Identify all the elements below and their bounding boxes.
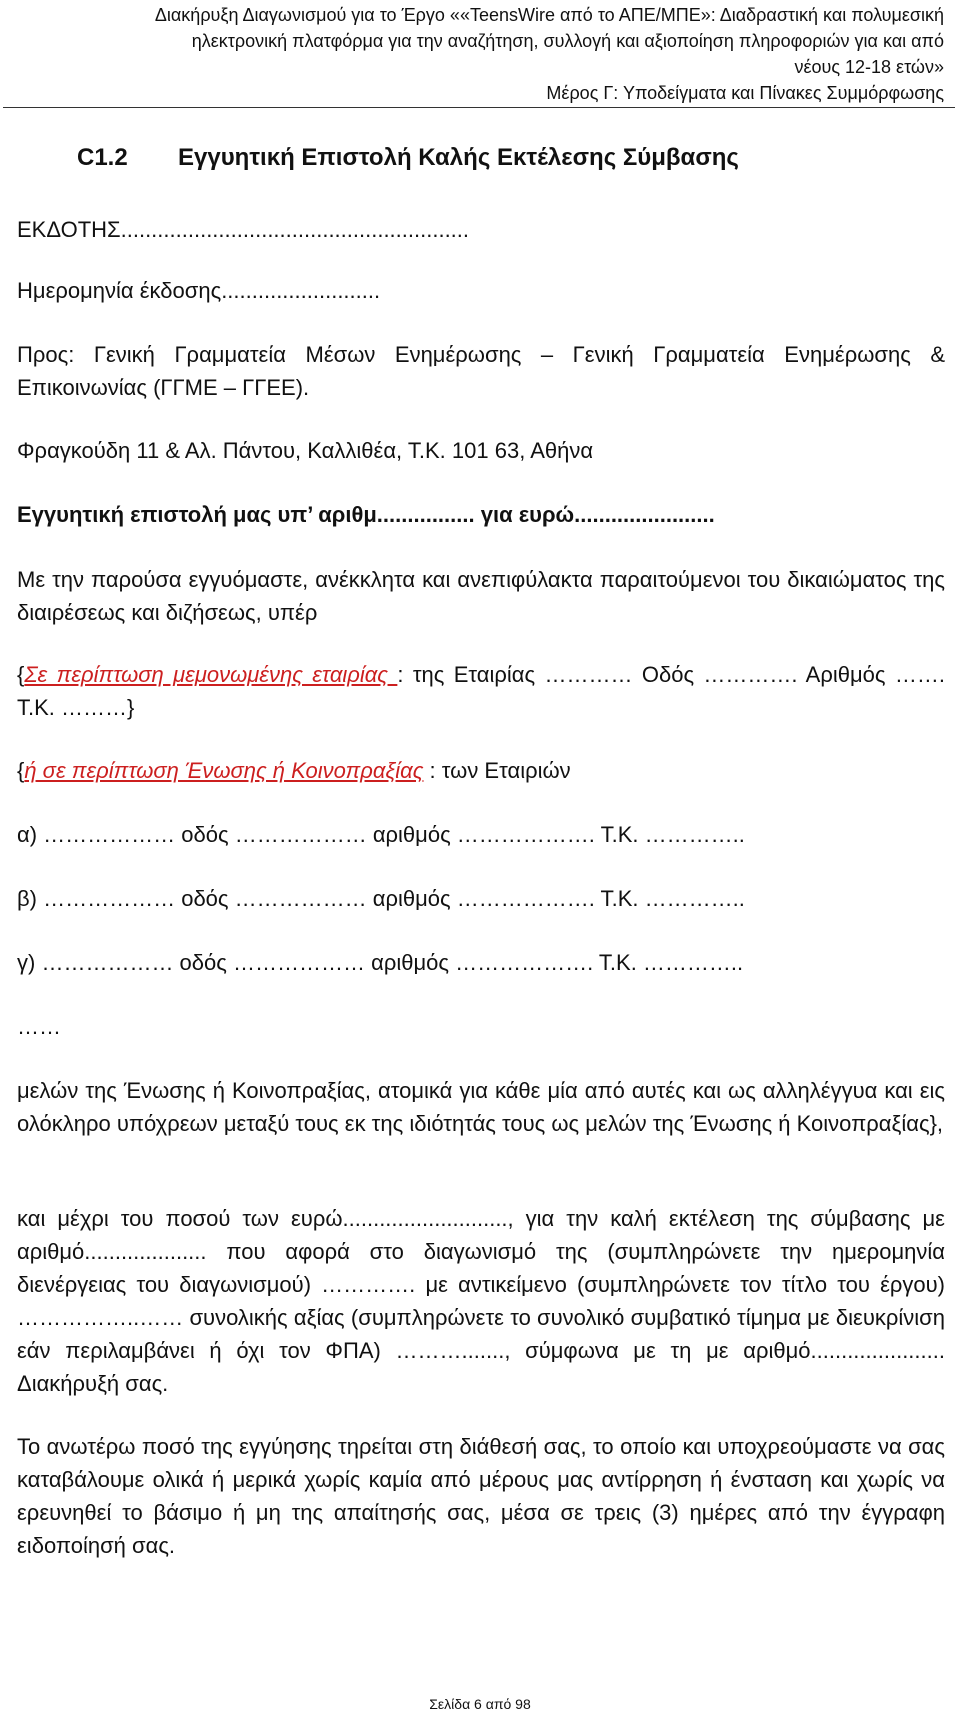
single-company-paragraph bbox=[17, 658, 945, 724]
brace-open: { bbox=[17, 662, 25, 687]
issue-date-line: Ημερομηνία έκδοσης.......................... bbox=[17, 278, 381, 303]
section-number: C1.2 bbox=[77, 144, 128, 171]
member-a-line: α) ……………… οδός ……………… αριθμός ………………. Τ.Κ. ………….. bbox=[17, 822, 745, 847]
header-line-2: ηλεκτρονική πλατφόρμα για την αναζήτηση, συλλογή και αξιοποίηση πληροφοριών για και από bbox=[191, 31, 944, 51]
consortium-paragraph bbox=[17, 754, 945, 787]
single-company-link[interactable]: Σε περίπτωση μεμονωμένης εταιρίας bbox=[24, 662, 398, 687]
members-clause-paragraph: μελών της Ένωσης ή Κοινοπραξίας, ατομικά για κάθε μία από αυτές και ως αλληλέγγυα και εις ολόκληρο υπόχρεων μεταξύ τους εκ της ιδιότητάς τους ως μελών της Ένωσης ή Κοινοπραξίας}, bbox=[17, 1078, 945, 1136]
section-heading bbox=[77, 143, 739, 173]
issuer-line: ΕΚΔΟΤΗΣ......................................................... bbox=[17, 217, 470, 242]
document-header bbox=[0, 0, 944, 106]
section-title: Εγγυητική Επιστολή Καλής Εκτέλεσης Σύμβασης bbox=[178, 144, 739, 171]
ellipsis-line: …… bbox=[17, 1014, 61, 1039]
consortium-text: : των Εταιριών bbox=[423, 758, 571, 783]
brace-open: { bbox=[17, 758, 25, 783]
header-divider bbox=[3, 107, 955, 108]
header-line-1: Διακήρυξη Διαγωνισμού για το Έργο ««TeensWire από το ΑΠΕ/ΜΠΕ»: Διαδραστική και πολυμεσική bbox=[154, 5, 944, 25]
header-line-4: Μέρος Γ: Υποδείγματα και Πίνακες Συμμόρφωσης bbox=[546, 83, 944, 103]
recipient-paragraph: Προς: Γενική Γραμματεία Μέσων Ενημέρωσης – Γενική Γραμματεία Ενημέρωσης & Επικοινωνίας (ΓΓΜΕ – ΓΓΕΕ). bbox=[17, 342, 945, 400]
intro-paragraph: Με την παρούσα εγγυόμαστε, ανέκκλητα και ανεπιφύλακτα παραιτούμενοι του δικαιώματος της διαιρέσεως και διζήσεως, υπέρ bbox=[17, 567, 945, 625]
amount-clause-paragraph: και μέχρι του ποσού των ευρώ..........................., για την καλή εκτέλεση της σύμβασης με αριθμό.................... που αφορά στο διαγωνισμό της (συμπληρώνετε την ημερομηνία διενέργειας του διαγωνισμού) …………. με αντικείμενο (συμπληρώνετε τον τίτλο του έργου) ……………..…… συνολικής αξίας (συμπληρώνετε το συνολικό συμβατικό τίμημα με διευκρίνιση εάν περιλαμβάνει ή όχι τον ΦΠΑ) ………......., σύμφωνα με τη με αριθμό...................... Διακήρυξή σας. bbox=[17, 1206, 945, 1396]
guarantee-reference: Εγγυητική επιστολή μας υπ’ αριθμ................ για ευρώ....................... bbox=[17, 502, 715, 527]
address-line: Φραγκούδη 11 & Αλ. Πάντου, Καλλιθέα, Τ.Κ. 101 63, Αθήνα bbox=[17, 438, 594, 463]
obligation-paragraph: Το ανωτέρω ποσό της εγγύησης τηρείται στη διάθεσή σας, το οποίο και υποχρεούμαστε να σας καταβάλουμε ολικά ή μερικά χωρίς καμία από μέρους μας αντίρρηση ή ένσταση και χωρίς να ερευνηθεί το βάσιμο ή μη της απαίτησής σας, μέσα σε τρεις (3) ημέρες από την έγγραφη ειδοποίησή σας. bbox=[17, 1434, 945, 1558]
consortium-link[interactable]: ή σε περίπτωση Ένωσης ή Κοινοπραξίας bbox=[24, 758, 424, 783]
single-company-text: : της Εταιρίας ………… Οδός …………. Αριθμός ……. Τ.Κ. ………} bbox=[17, 662, 945, 720]
page-number: Σελίδα 6 από 98 bbox=[429, 1696, 531, 1712]
header-line-3: νέους 12-18 ετών» bbox=[794, 57, 944, 77]
member-b-line: β) ……………… οδός ……………… αριθμός ………………. Τ.Κ. ………….. bbox=[17, 886, 745, 911]
member-c-line: γ) ……………… οδός ……………… αριθμός ………………. Τ.Κ. ………….. bbox=[17, 950, 744, 975]
